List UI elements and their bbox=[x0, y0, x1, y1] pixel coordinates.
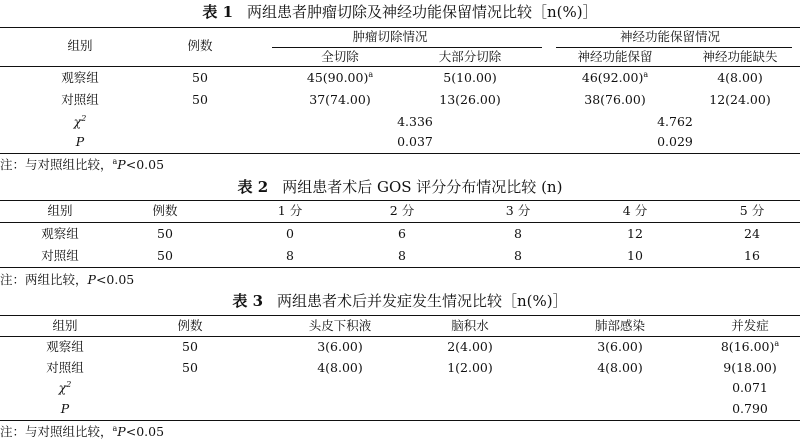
table3-note: 注：与对照组比较，$^a$P<0.05 bbox=[0, 423, 165, 439]
table3-header-complications: 并发症 bbox=[731, 318, 769, 333]
table1-caption bbox=[0, 3, 800, 21]
table3-header-lung-infection: 肺部感染 bbox=[594, 318, 645, 333]
table2-row2-score1: 8 bbox=[286, 248, 294, 263]
table1-header-count: 例数 bbox=[187, 38, 213, 53]
table1-note: 注：与对照组比较，$^a$P<0.05 bbox=[0, 156, 165, 172]
table2-number: 表 2 bbox=[237, 178, 269, 196]
table2-header-score4: 4 分 bbox=[622, 203, 648, 218]
table1-bottom-rule bbox=[0, 153, 800, 154]
table1-header-tumor-resection: 肿瘤切除情况 bbox=[352, 29, 428, 44]
table3-header-group: 组别 bbox=[52, 318, 78, 333]
table2-header-score5: 5 分 bbox=[739, 203, 765, 218]
table1-row2-preserved: 38(76.00) bbox=[584, 92, 646, 107]
table3-number: 表 3 bbox=[232, 292, 264, 310]
table3-row2-count: 50 bbox=[182, 360, 198, 375]
table2-row1-score1: 0 bbox=[286, 226, 294, 241]
table1-header-nerve-deficit: 神经功能缺失 bbox=[702, 49, 778, 64]
table1-row2-full: 37(74.00) bbox=[309, 92, 371, 107]
table1-nerve-subrule bbox=[556, 47, 792, 48]
table2-header-group: 组别 bbox=[47, 203, 73, 218]
table3-row2-lung: 4(8.00) bbox=[597, 360, 643, 375]
table2-row2-score3: 8 bbox=[514, 248, 522, 263]
table3-row1-hydro: 2(4.00) bbox=[447, 339, 493, 354]
table3-row1-lung: 3(6.00) bbox=[597, 339, 643, 354]
table2-row1-count: 50 bbox=[157, 226, 173, 241]
table3-chi-label: $\chi^2$ bbox=[58, 379, 72, 395]
table2-row1-score5: 24 bbox=[744, 226, 760, 241]
table1-title: 两组患者肿瘤切除及神经功能保留情况比较［n(%)］ bbox=[247, 3, 598, 21]
table3-p-label: P bbox=[60, 401, 70, 416]
table1-header-nerve-function: 神经功能保留情况 bbox=[619, 29, 720, 44]
table1-row1-full: $45(90.00)^a$ bbox=[306, 69, 374, 85]
table2-row2-group: 对照组 bbox=[41, 248, 79, 263]
table3-header-rule bbox=[0, 336, 800, 337]
table1-row2-deficit: 12(24.00) bbox=[709, 92, 771, 107]
table2-header-rule bbox=[0, 222, 800, 223]
table1-resection-subrule bbox=[272, 47, 542, 48]
table3-caption bbox=[0, 292, 800, 310]
table3-header-scalp-effusion: 头皮下积液 bbox=[308, 318, 372, 333]
table2-row1-group: 观察组 bbox=[41, 226, 79, 241]
table3-p: 0.790 bbox=[732, 401, 768, 416]
table3-row2-hydro: 1(2.00) bbox=[447, 360, 493, 375]
table1-header-rule bbox=[0, 66, 800, 67]
table2-note: 注：两组比较，P<0.05 bbox=[0, 272, 135, 287]
table1-header-nerve-preserved: 神经功能保留 bbox=[577, 49, 653, 64]
table2-header-count: 例数 bbox=[152, 203, 178, 218]
table2-caption bbox=[0, 178, 800, 196]
table3-top-rule bbox=[0, 315, 800, 316]
table3-header-count: 例数 bbox=[177, 318, 203, 333]
table2-header-score3: 3 分 bbox=[505, 203, 531, 218]
table1-row1-preserved: $46(92.00)^a$ bbox=[581, 69, 649, 85]
table3-title: 两组患者术后并发症发生情况比较［n(%)］ bbox=[277, 292, 568, 310]
table2-row2-score5: 16 bbox=[744, 248, 760, 263]
table3-row1-total: $8(16.00)^a$ bbox=[720, 338, 780, 354]
table2-row2-score4: 10 bbox=[627, 248, 643, 263]
table3-row1-group: 观察组 bbox=[46, 339, 84, 354]
table3-row2-group: 对照组 bbox=[46, 360, 84, 375]
table1-header-subtotal-resection: 大部分切除 bbox=[438, 49, 502, 64]
table3-row2-scalp: 4(8.00) bbox=[317, 360, 363, 375]
table1-row2-count: 50 bbox=[192, 92, 208, 107]
table1-p-label: P bbox=[75, 134, 85, 149]
table1-chi-label: $\chi^2$ bbox=[73, 113, 87, 129]
table1-header-group: 组别 bbox=[67, 38, 93, 53]
table1-row2-subtotal: 13(26.00) bbox=[439, 92, 501, 107]
table1-resection-chi: 4.336 bbox=[397, 114, 433, 129]
table1-resection-p: 0.037 bbox=[397, 134, 433, 149]
table1-nerve-chi: 4.762 bbox=[657, 114, 693, 129]
table2-row1-score2: 6 bbox=[398, 226, 406, 241]
table2-bottom-rule bbox=[0, 267, 800, 268]
table1-number: 表 1 bbox=[202, 3, 234, 21]
table3-row2-total: 9(18.00) bbox=[723, 360, 777, 375]
table2-header-score2: 2 分 bbox=[389, 203, 415, 218]
table1-row1-deficit: 4(8.00) bbox=[717, 70, 763, 85]
table2-row2-count: 50 bbox=[157, 248, 173, 263]
table2-row1-score4: 12 bbox=[627, 226, 643, 241]
table1-row1-subtotal: 5(10.00) bbox=[443, 70, 497, 85]
table1-row2-group: 对照组 bbox=[61, 92, 99, 107]
table2-header-score1: 1 分 bbox=[277, 203, 303, 218]
table3-chi: 0.071 bbox=[732, 380, 768, 395]
table2-top-rule bbox=[0, 200, 800, 201]
table1-header-full-resection: 全切除 bbox=[321, 49, 359, 64]
table3-row1-count: 50 bbox=[182, 339, 198, 354]
table3-bottom-rule bbox=[0, 420, 800, 421]
table2-row2-score2: 8 bbox=[398, 248, 406, 263]
table1-top-rule bbox=[0, 27, 800, 28]
table2-title: 两组患者术后 GOS 评分分布情况比较 (n) bbox=[282, 178, 563, 196]
table3-row1-scalp: 3(6.00) bbox=[317, 339, 363, 354]
table1-row1-group: 观察组 bbox=[61, 70, 99, 85]
table3-header-hydrocephalus: 脑积水 bbox=[451, 318, 489, 333]
table2-row1-score3: 8 bbox=[514, 226, 522, 241]
table1-row1-count: 50 bbox=[192, 70, 208, 85]
table1-nerve-p: 0.029 bbox=[657, 134, 693, 149]
